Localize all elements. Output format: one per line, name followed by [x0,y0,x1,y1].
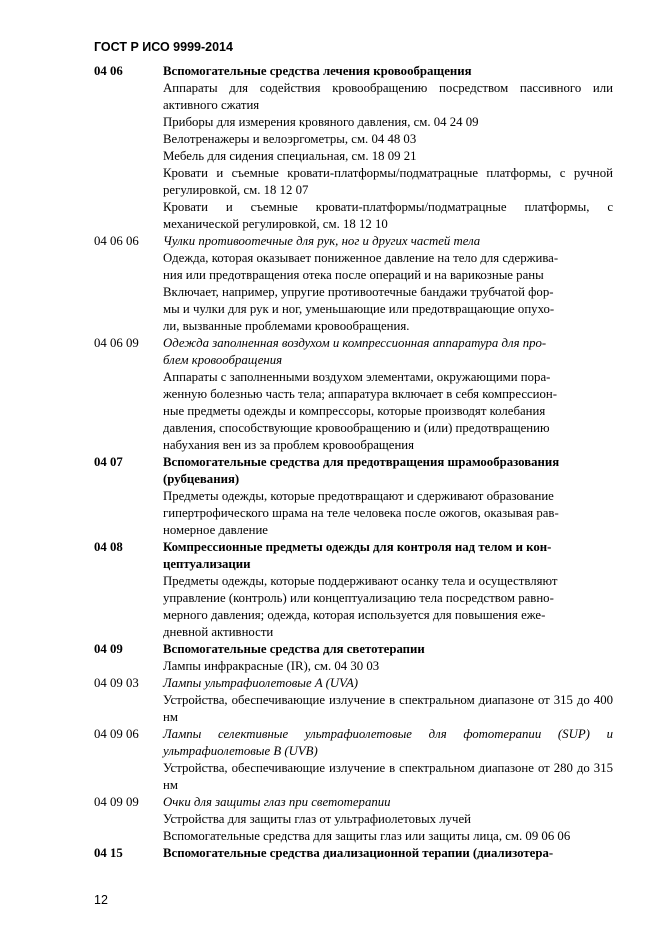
entry-description [94,828,613,845]
entry-line: Мебель для сидения специальная, см. 18 09 21 [163,149,417,163]
entry-code [94,199,163,233]
entry-heading [94,63,613,80]
entry-line: Приборы для измерения кровяного давления, см. 04 24 09 [163,115,479,129]
entry-subheading [94,726,613,760]
entry-line: гипертрофического шрама на теле человека после ожогов, оказывая рав- [163,506,559,520]
entry-line: мерного давления; одежда, которая используется для повышения еже- [163,608,546,622]
entry-line: Одежда, которая оказывает пониженное давление на тело для сдержива- [163,251,559,265]
entry-description [94,488,613,539]
entry-description [94,148,613,165]
entry-heading [94,845,613,862]
entry-description [94,199,613,233]
entry-line: женную болезнью часть тела; аппаратура включает в себя компрессион- [163,387,558,401]
entry-code [94,488,163,539]
entry-text [163,131,613,148]
entry-line: ния или предотвращения отека после операций и на варикозные раны [163,268,544,282]
entry-line: Вспомогательные средства лечения кровообращения [163,64,472,78]
entry-line: номерное давление [163,523,268,537]
entry-heading [94,539,613,573]
entry-text [163,692,613,726]
entry-line: набухания вен из за проблем кровообращения [163,438,415,452]
entry-code: 04 09 09 [94,795,139,809]
entry-subheading [94,794,613,811]
entry-description [94,692,613,726]
entry-description [94,760,613,794]
entry-code [94,692,163,726]
entry-text [163,641,613,658]
entry-line: Лампы ультрафиолетовые A (UVA) [163,676,359,690]
entry-line: Чулки противоотечные для рук, ног и других частей тела [163,234,481,248]
entry-line: ли, вызванные проблемами кровообращения. [163,319,410,333]
entry-code [94,811,163,828]
entry-text [163,63,613,80]
entry-description [94,165,613,199]
entry-text [163,539,613,573]
entry-description [94,114,613,131]
entry-code: 04 08 [94,540,123,554]
entry-description [94,573,613,641]
entry-line: Лампы селективные ультрафиолетовые для фототерапии (SUP) и ультрафиолетовые B (UVB) [163,727,613,758]
entry-line: Очки для защиты глаз при светотерапии [163,795,391,809]
entry-line: давления, способствующие кровообращению и (или) предотвращению [163,421,550,435]
entry-text [163,250,613,284]
entry-description [94,80,613,114]
entry-code: 04 07 [94,455,123,469]
entry-line: Одежда заполненная воздухом и компрессионная аппаратура для про- [163,336,547,350]
entry-code [94,284,163,335]
entry-line: ные предметы одежды и компрессоры, которые производят колебания [163,404,546,418]
entry-line: управление (контроль) или концептуализацию тела посредством равно- [163,591,554,605]
entry-line: Устройства для защиты глаз от ультрафиолетовых лучей [163,812,472,826]
entry-line: Велотренажеры и велоэргометры, см. 04 48 03 [163,132,417,146]
entry-code: 04 06 [94,64,123,78]
entry-description [94,811,613,828]
entry-line: блем кровообращения [163,353,283,367]
entry-text [163,114,613,131]
entry-line: дневной активности [163,625,274,639]
entry-text [163,760,613,794]
entry-text [163,675,613,692]
entry-code [94,369,163,454]
entry-description [94,369,613,454]
entry-description [94,284,613,335]
entry-text [163,573,613,641]
entry-text [163,454,613,488]
document-header: ГОСТ Р ИСО 9999-2014 [94,40,233,54]
entry-code [94,148,163,165]
entry-line: Кровати и съемные кровати-платформы/подматрацные платформы, с механической регулировкой, см. 18 12 10 [163,200,613,231]
entry-code [94,250,163,284]
entry-line: Вспомогательные средства для светотерапии [163,642,425,656]
entry-line: Аппараты с заполненными воздухом элементами, окружающими пора- [163,370,551,384]
entry-code [94,131,163,148]
entry-code [94,165,163,199]
entry-text [163,148,613,165]
entry-line: цептуализации [163,557,251,571]
entry-code [94,760,163,794]
entry-code [94,828,163,845]
entry-line: Вспомогательные средства диализационной терапии (диализотера- [163,846,554,860]
entry-text [163,80,613,114]
entry-text [163,726,613,760]
entry-text [163,369,613,454]
entry-description [94,250,613,284]
entry-heading [94,454,613,488]
entry-code: 04 06 06 [94,234,139,248]
entry-code [94,80,163,114]
entry-text [163,845,613,862]
entry-text [163,794,613,811]
entry-subheading [94,675,613,692]
page-number: 12 [94,893,108,907]
entry-line: Аппараты для содействия кровообращению посредством пассивного или активного сжатия [163,81,613,112]
entry-code: 04 09 [94,642,123,656]
entry-text [163,335,613,369]
entry-text [163,658,613,675]
entry-description [94,131,613,148]
entry-code: 04 15 [94,846,123,860]
entry-code: 04 09 06 [94,727,139,741]
entry-text [163,233,613,250]
entry-text [163,811,613,828]
entry-subheading [94,233,613,250]
entry-line: Устройства, обеспечивающие излучение в спектральном диапазоне от 315 до 400 нм [163,693,613,724]
entry-line: Предметы одежды, которые поддерживают осанку тела и осуществляют [163,574,558,588]
classification-list [94,63,613,862]
entry-line: (рубцевания) [163,472,240,486]
entry-code: 04 09 03 [94,676,139,690]
entry-line: мы и чулки для рук и ног, уменьшающие или предотвращающие опухо- [163,302,555,316]
entry-line: Лампы инфракрасные (IR), см. 04 30 03 [163,659,380,673]
entry-text [163,828,613,845]
entry-code [94,658,163,675]
entry-code [94,114,163,131]
entry-line: Компрессионные предметы одежды для контроля над телом и кон- [163,540,552,554]
entry-text [163,284,613,335]
entry-line: Предметы одежды, которые предотвращают и сдерживают образование [163,489,554,503]
entry-text [163,165,613,199]
entry-code [94,573,163,641]
entry-description [94,658,613,675]
entry-subheading [94,335,613,369]
entry-line: Устройства, обеспечивающие излучение в спектральном диапазоне от 280 до 315 нм [163,761,613,792]
entry-line: Кровати и съемные кровати-платформы/подматрацные платформы, с ручной регулировкой, см. 18 12 07 [163,166,613,197]
entry-line: Вспомогательные средства для защиты глаз или защиты лица, см. 09 06 06 [163,829,571,843]
entry-code: 04 06 09 [94,336,139,350]
entry-text [163,199,613,233]
entry-line: Включает, например, упругие противоотечные бандажи трубчатой фор- [163,285,554,299]
entry-text [163,488,613,539]
entry-heading [94,641,613,658]
entry-line: Вспомогательные средства для предотвращения шрамообразования [163,455,560,469]
